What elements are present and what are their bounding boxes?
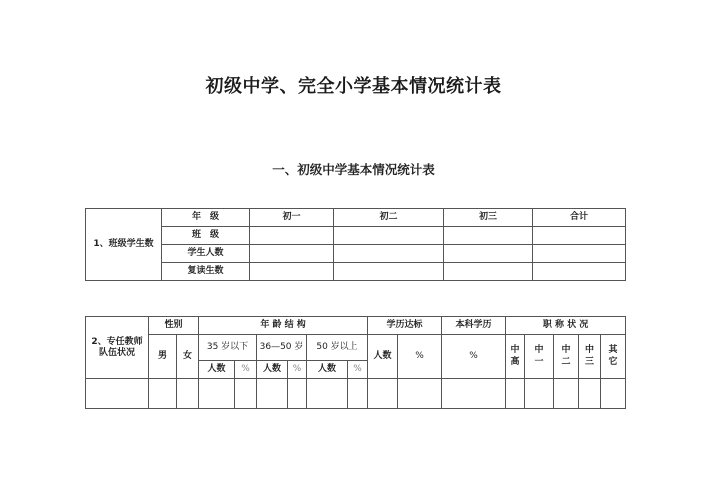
header-title-level1: 中一	[525, 335, 554, 379]
class-student-table	[85, 208, 626, 281]
data-label-cell	[86, 379, 149, 409]
cell-classes-total[interactable]	[533, 227, 626, 245]
header-age-36-50: 36—50 岁	[257, 335, 307, 361]
header-title-other: 其它	[601, 335, 626, 379]
row-group-label-line1: 2、专任教师	[91, 337, 143, 348]
cell-title-senior[interactable]	[506, 379, 525, 409]
cell-repeaters-grade2[interactable]	[334, 263, 444, 281]
document-title: 初级中学、完全小学基本情况统计表	[205, 76, 502, 97]
cell-students-grade1[interactable]	[250, 245, 334, 263]
row-group-label	[86, 317, 149, 379]
header-titles: 职 称 状 况	[506, 317, 626, 335]
cell-repeaters-grade3[interactable]	[444, 263, 533, 281]
col-header-grade2: 初二	[334, 209, 444, 227]
teacher-staff-table	[85, 316, 626, 409]
cell-edu-count[interactable]	[368, 379, 398, 409]
header-gender: 性别	[149, 317, 199, 335]
header-female: 女	[177, 335, 199, 379]
cell-title-level1[interactable]	[525, 379, 554, 409]
cell-under35-percent[interactable]	[235, 379, 257, 409]
cell-classes-grade3[interactable]	[444, 227, 533, 245]
header-36-50-percent: %	[288, 361, 307, 379]
cell-classes-grade2[interactable]	[334, 227, 444, 245]
col-header-grade3: 初三	[444, 209, 533, 227]
header-male: 男	[149, 335, 177, 379]
header-under35-percent: %	[235, 361, 257, 379]
cell-bachelor-percent[interactable]	[442, 379, 506, 409]
cell-title-other[interactable]	[601, 379, 626, 409]
header-edu-count: 人数	[368, 335, 398, 379]
col-header-grade1: 初一	[250, 209, 334, 227]
col-header-total: 合计	[533, 209, 626, 227]
header-title-level2: 中二	[554, 335, 579, 379]
header-title-level3: 中三	[579, 335, 601, 379]
cell-over50-count[interactable]	[307, 379, 348, 409]
cell-students-grade3[interactable]	[444, 245, 533, 263]
cell-edu-percent[interactable]	[398, 379, 442, 409]
cell-over50-percent[interactable]	[348, 379, 368, 409]
row-label-repeaters: 复读生数	[162, 263, 250, 281]
cell-title-level3[interactable]	[579, 379, 601, 409]
cell-students-grade2[interactable]	[334, 245, 444, 263]
header-bachelor-percent: %	[442, 335, 506, 379]
row-label-students: 学生人数	[162, 245, 250, 263]
cell-36-50-count[interactable]	[257, 379, 288, 409]
cell-female[interactable]	[177, 379, 199, 409]
cell-male[interactable]	[149, 379, 177, 409]
header-age-structure: 年 龄 结 构	[199, 317, 368, 335]
header-education-standard: 学历达标	[368, 317, 442, 335]
row-label-classes: 班 级	[162, 227, 250, 245]
header-over50-count: 人数	[307, 361, 348, 379]
cell-repeaters-total[interactable]	[533, 263, 626, 281]
row-label-grade: 年 级	[162, 209, 250, 227]
header-title-senior: 中高	[506, 335, 525, 379]
header-age-over50: 50 岁以上	[307, 335, 368, 361]
cell-title-level2[interactable]	[554, 379, 579, 409]
cell-36-50-percent[interactable]	[288, 379, 307, 409]
cell-repeaters-grade1[interactable]	[250, 263, 334, 281]
section1-title: 一、初级中学基本情况统计表	[272, 162, 435, 177]
header-36-50-count: 人数	[257, 361, 288, 379]
row-group-label: 1、班级学生数	[86, 209, 162, 281]
cell-under35-count[interactable]	[199, 379, 235, 409]
header-under35-count: 人数	[199, 361, 235, 379]
header-over50-percent: %	[348, 361, 368, 379]
cell-students-total[interactable]	[533, 245, 626, 263]
header-edu-percent: %	[398, 335, 442, 379]
cell-classes-grade1[interactable]	[250, 227, 334, 245]
row-group-label-line2: 队伍状况	[98, 347, 135, 358]
header-age-under35: 35 岁以下	[199, 335, 257, 361]
header-bachelor: 本科学历	[442, 317, 506, 335]
